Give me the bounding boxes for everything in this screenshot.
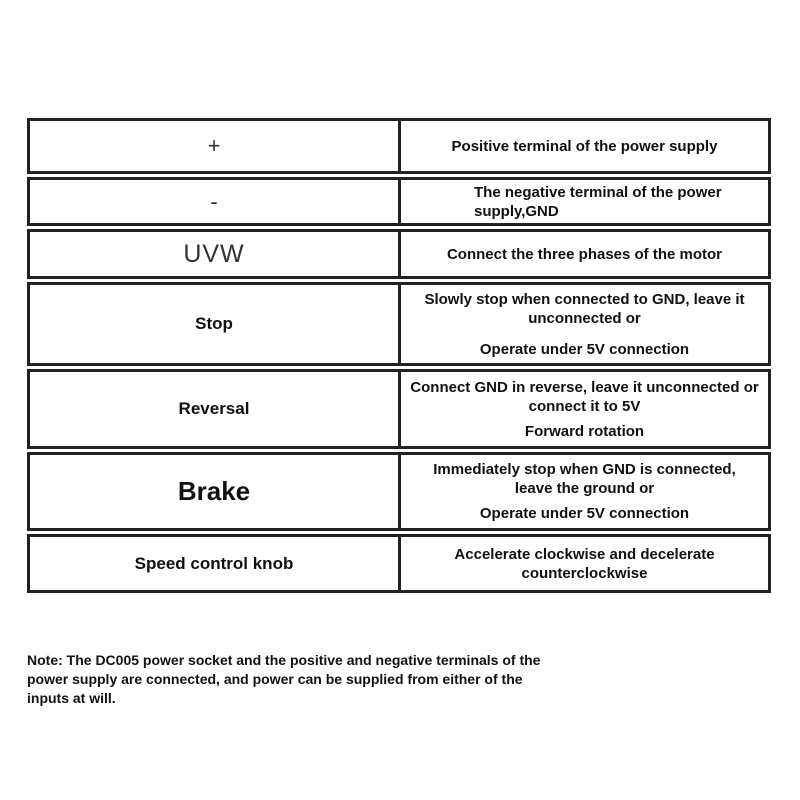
terminal-label [30, 372, 401, 446]
terminal-label [30, 232, 401, 276]
description-subtext: Forward rotation [524, 422, 645, 440]
table-row-brake [27, 452, 771, 531]
terminal-description [401, 121, 768, 171]
description-text: Positive terminal of the power supply [451, 137, 718, 155]
description-text: The negative terminal of the power supply,GND [474, 183, 722, 220]
terminal-description [401, 180, 768, 223]
terminal-name: Speed control knob [134, 553, 294, 573]
terminal-description [401, 537, 768, 590]
terminal-label [30, 537, 401, 590]
terminal-name: Brake [177, 476, 251, 506]
terminal-name: Reversal [178, 399, 250, 418]
description-text: Immediately stop when GND is connected, leave the ground or [433, 461, 736, 497]
terminal-label [30, 121, 401, 171]
description-subtext: Operate under 5V connection [479, 505, 690, 522]
terminal-description [401, 232, 768, 276]
terminal-description [401, 455, 768, 528]
description-text: Connect the three phases of the motor [446, 245, 723, 263]
note-text: Note: The DC005 power socket and the positive and negative terminals of the power supply are connected, and power can be supplied from either of the inputs at will. [27, 652, 541, 706]
table-row-stop [27, 282, 771, 366]
table-row-uvw [27, 229, 771, 279]
description-text: Accelerate clockwise and decelerate counterclockwise [454, 545, 715, 582]
terminal-label [30, 180, 401, 223]
description-text: Connect GND in reverse, leave it unconnected or connect it to 5V [410, 378, 759, 415]
table-row-positive [27, 118, 771, 174]
description-subtext: Operate under 5V connection [479, 340, 690, 358]
table-row-speed-control [27, 534, 771, 593]
terminal-symbol: + [207, 133, 221, 158]
terminal-label [30, 455, 401, 528]
description-text: Slowly stop when connected to GND, leave it unconnected or [424, 290, 745, 327]
table-row-reversal [27, 369, 771, 449]
terminal-symbol: - [210, 188, 218, 214]
terminal-table [27, 118, 771, 596]
terminal-name: Stop [195, 314, 233, 333]
terminal-description [401, 285, 768, 363]
terminal-symbol: UVW [183, 239, 245, 268]
terminal-label [30, 285, 401, 363]
table-row-negative [27, 177, 771, 226]
terminal-description [401, 372, 768, 446]
